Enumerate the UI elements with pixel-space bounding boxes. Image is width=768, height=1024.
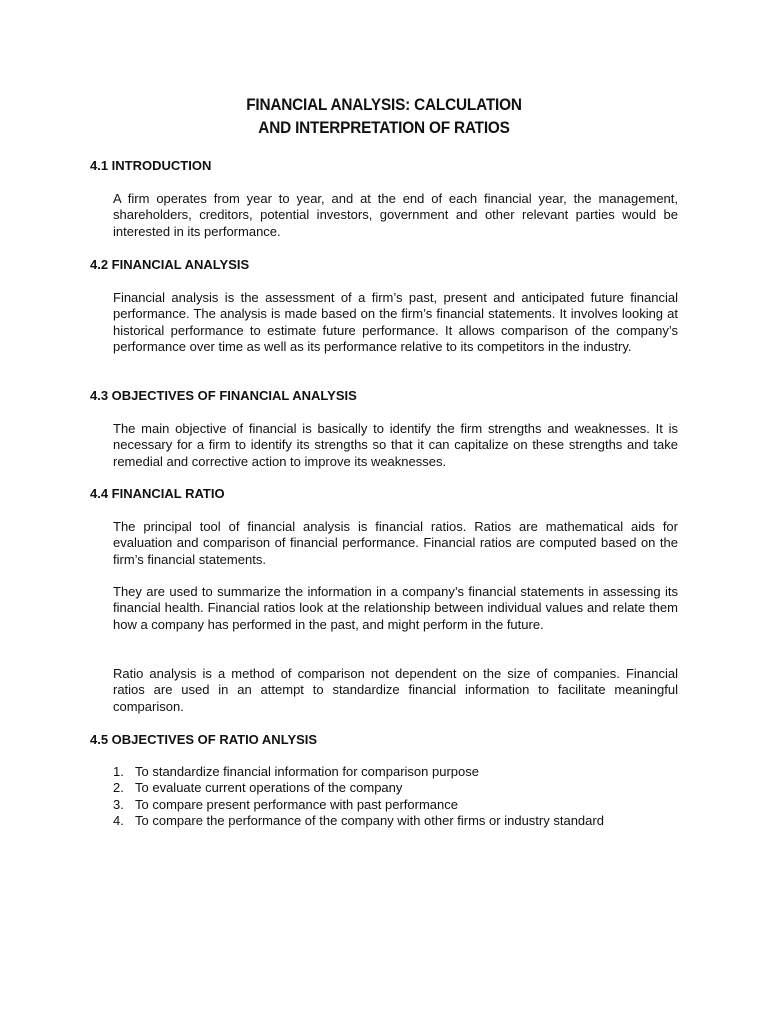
list-item (113, 797, 678, 813)
list-item-text: To standardize financial information for comparison purpose (135, 764, 479, 779)
list-item-number: 3. (113, 796, 124, 812)
section-heading-financial-ratio: 4.4 FINANCIAL RATIO (90, 486, 225, 501)
list-item-text: To compare present performance with past performance (135, 796, 458, 812)
document-title-line-2: AND INTERPRETATION OF RATIOS (258, 119, 510, 137)
list-item-text: To evaluate current operations of the company (135, 780, 403, 796)
section-heading-introduction: 4.1 INTRODUCTION (90, 158, 212, 173)
list-item-number: 2. (113, 780, 124, 796)
paragraph-financial-analysis: Financial analysis is the assessment of a firm’s past, present and anticipated future financial performance. The analysis is made based on the firm’s financial statements. It involves looking at historical performance to estimate future performance. It allows comparison of the company’s performance over time as well as its performance relative to its competitors in the industry. (113, 290, 678, 354)
document-title (27, 94, 741, 140)
list-item-text: To compare the performance of the company with other firms or industry standard (135, 812, 604, 828)
document-title-line-1: FINANCIAL ANALYSIS: CALCULATION (246, 96, 522, 114)
section-heading-objectives-of-ratio-analysis: 4.5 OBJECTIVES OF RATIO ANLYSIS (90, 732, 318, 747)
paragraph-financial-ratio-2: They are used to summarize the information in a company’s financial statements in assessing its financial health. Financial ratios look at the relationship between individual values and relate them how a company has performed in the past, and might perform in the future. (113, 584, 678, 632)
paragraph-financial-ratio-1: The principal tool of financial analysis is financial ratios. Ratios are mathematical aids for evaluation and comparison of financial performance. Financial ratios are computed based on the firm’s financial statements. (113, 519, 678, 567)
list-item (113, 764, 678, 780)
list-item (113, 813, 678, 829)
list-item-number: 4. (113, 812, 124, 828)
objectives-list (113, 764, 678, 829)
section-heading-financial-analysis: 4.2 FINANCIAL ANALYSIS (90, 257, 250, 272)
paragraph-introduction: A firm operates from year to year, and at the end of each financial year, the management, shareholders, creditors, potential investors, government and other relevant parties would be interested in its performance. (113, 191, 678, 239)
list-item (113, 780, 678, 796)
paragraph-financial-ratio-3: Ratio analysis is a method of comparison not dependent on the size of companies. Financial ratios are used in an attempt to standardize financial information to facilitate meaningful comparison. (113, 666, 678, 714)
list-item-number: 1. (113, 764, 124, 779)
section-heading-objectives-of-financial-analysis: 4.3 OBJECTIVES OF FINANCIAL ANALYSIS (90, 388, 357, 403)
paragraph-objectives-of-financial-analysis: The main objective of financial is basically to identify the firm strengths and weaknesses. It is necessary for a firm to identify its strengths so that it can capitalize on these strengths and take remedial and corrective action to improve its weaknesses. (113, 421, 678, 469)
